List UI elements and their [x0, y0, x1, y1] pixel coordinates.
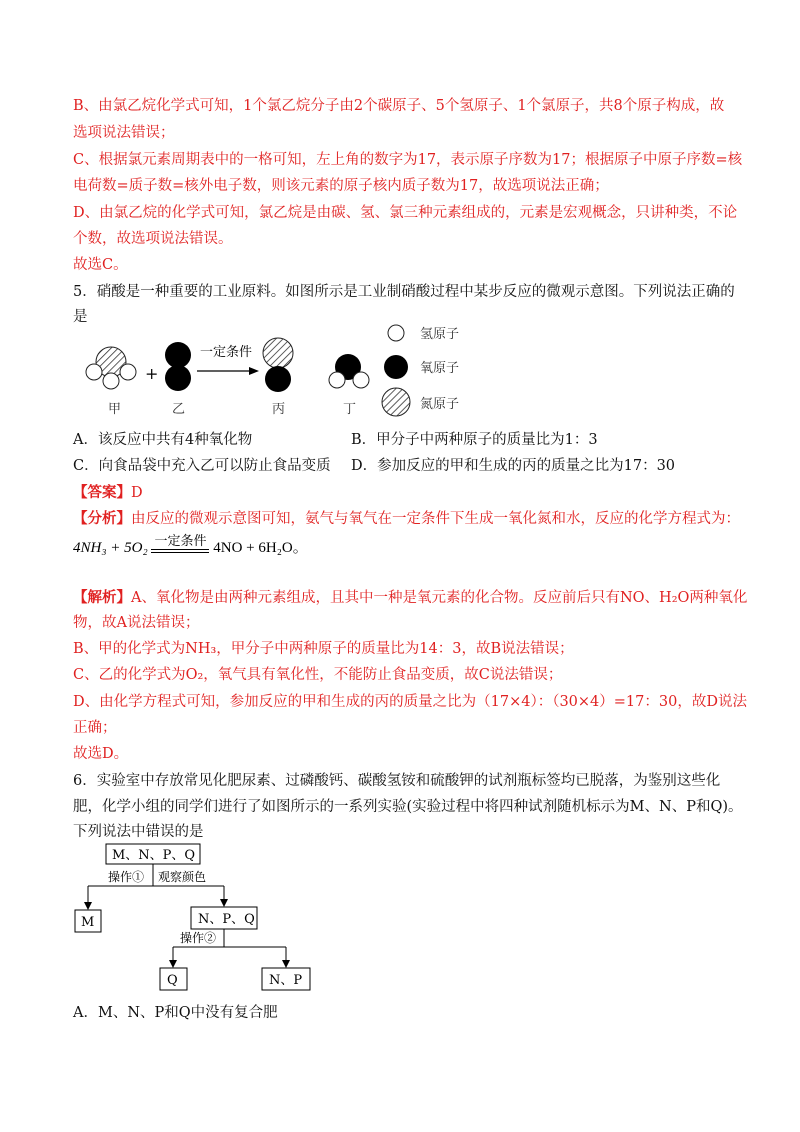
equation-left: 4NH₃ + 5O₂ — [73, 540, 148, 556]
q5-explain-b: B、甲的化学式为NH₃，甲分子中两种原子的质量比为14：3，故B说法错误； — [73, 641, 574, 657]
q5-option-d: D．参加反应的甲和生成的丙的质量之比为17：30 — [351, 458, 676, 474]
analysis-line-c2: 电荷数=质子数=核外电子数，则该元素的原子核内质子数为17，故选项说法正确； — [73, 178, 609, 194]
q5-explain-d1: D、由化学方程式可知，参加反应的甲和生成的丙的质量之比为（17×4）：（30×4）=17：30，故D说法 — [73, 694, 747, 710]
q5-explain-a2: 物，故A说法错误； — [73, 615, 200, 631]
q5-reaction-diagram — [75, 320, 535, 420]
legend-oxygen: 氧原子 — [420, 361, 460, 376]
q5-analysis — [73, 509, 740, 529]
legend-nitrogen-symbol — [382, 388, 410, 416]
analysis-line-b1: B、由氯乙烷化学式可知，1个氯乙烷分子由2个碳原子、5个氢原子、1个氯原子，共8个原子构成，故 — [73, 98, 725, 114]
analysis-line-d2: 个数，故选项说法错误。 — [73, 231, 233, 247]
legend-nitrogen: 氮原子 — [420, 397, 460, 412]
q5-explain-c: C、乙的化学式为O₂，氧气具有氧化性，不能防止食品变质，故C说法错误； — [73, 667, 563, 683]
analysis-text: 由反应的微观示意图可知，氨气与氧气在一定条件下生成一氧化氮和水，反应的化学方程式为： — [131, 511, 740, 527]
legend-hydrogen: 氢原子 — [420, 327, 460, 342]
reaction-condition: 一定条件 — [200, 345, 253, 360]
molecule-jia — [86, 347, 136, 389]
legend — [382, 325, 459, 416]
q5-stem-line2: 是 — [73, 309, 88, 325]
q6-option-a: A．M、N、P和Q中没有复合肥 — [73, 1005, 278, 1021]
q5-option-c: C．向食品袋中充入乙可以防止食品变质 — [73, 458, 331, 474]
prev-choice: 故选C。 — [73, 257, 128, 273]
q5-explain-a1 — [73, 588, 747, 608]
label-bing: 丙 — [272, 402, 286, 417]
answer-value: D — [131, 485, 143, 501]
plus-sign: + — [145, 364, 159, 383]
explain-tag: 【解析】 — [73, 589, 131, 606]
analysis-line-b2: 选项说法错误； — [73, 125, 175, 141]
flow-right1-box: N、P、Q — [198, 912, 255, 927]
flow-left2-box: Q — [167, 973, 178, 988]
q5-explain-d2: 正确； — [73, 720, 117, 736]
q5-option-b: B．甲分子中两种原子的质量比为1：3 — [351, 432, 598, 448]
flow-op1-note: 观察颜色 — [158, 870, 207, 884]
label-yi: 乙 — [172, 402, 186, 417]
equation-condition: 一定条件 — [154, 533, 207, 548]
equation-end: 。 — [292, 540, 308, 556]
q5-option-a: A．该反应中共有4种氧化物 — [73, 432, 253, 448]
label-ding: 丁 — [343, 402, 357, 417]
equation-right: 4NO + 6H₂O — [213, 540, 293, 556]
q6-flowchart — [70, 840, 340, 1000]
analysis-line-d1: D、由氯乙烷的化学式可知，氯乙烷是由碳、氢、氯三种元素组成的，元素是宏观概念，只讲种类，不论 — [73, 205, 738, 221]
chemical-equation — [73, 534, 308, 557]
q5-answer — [73, 483, 143, 503]
molecule-bing — [263, 338, 293, 392]
flow-op1: 操作① — [108, 870, 145, 884]
answer-tag: 【答案】 — [73, 484, 131, 501]
flow-op2: 操作② — [180, 931, 217, 945]
q6-stem-line2: 肥，化学小组的同学们进行了如图所示的一系列实验(实验过程中将四种试剂随机标示为M、N、P和Q)。 — [73, 799, 743, 815]
analysis-line-c1: C、根据氯元素周期表中的一格可知，左上角的数字为17，表示原子序数为17；根据原子中原子序数=核 — [73, 152, 743, 168]
flow-right2-box: N、P — [269, 973, 303, 988]
molecule-ding — [329, 354, 369, 388]
q5-stem-line1: 5．硝酸是一种重要的工业原料。如图所示是工业制硝酸过程中某步反应的微观示意图。下列说法正确的 — [73, 284, 735, 300]
label-jia: 甲 — [108, 402, 122, 417]
legend-hydrogen-symbol — [388, 325, 404, 341]
explain-a1-text: A、氧化物是由两种元素组成，且其中一种是氧元素的化合物。反应前后只有NO、H₂O两种氧化 — [131, 590, 748, 606]
flow-top-box: M、N、P、Q — [112, 848, 196, 863]
q5-choice: 故选D。 — [73, 746, 129, 762]
analysis-tag: 【分析】 — [73, 510, 131, 527]
legend-oxygen-symbol — [384, 355, 408, 379]
q6-stem-line1: 6．实验室中存放常见化肥尿素、过磷酸钙、碳酸氢铵和硫酸钾的试剂瓶标签均已脱落，为鉴别这些化 — [73, 773, 721, 789]
molecule-yi — [165, 342, 191, 391]
equation-condition-block — [151, 534, 209, 557]
q6-stem-line3: 下列说法中错误的是 — [73, 824, 204, 840]
flow-left1-box: M — [81, 915, 95, 930]
